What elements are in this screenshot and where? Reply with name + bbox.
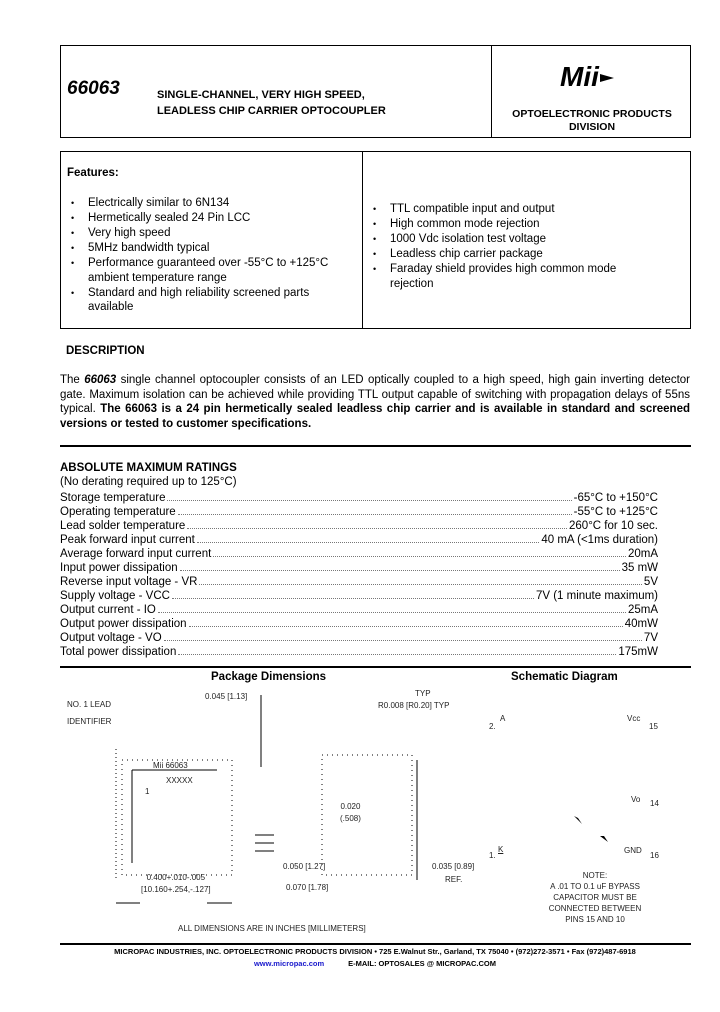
footer-contact	[60, 959, 690, 968]
divider	[60, 445, 691, 447]
leader-dots	[180, 561, 620, 571]
rating-row	[60, 603, 658, 617]
dim-label: 0.020 (.508)	[340, 802, 361, 823]
feature-item: • Electrically similar to 6N134	[67, 196, 347, 211]
feature-item: • TTL compatible input and output	[369, 202, 629, 217]
footer-divider	[60, 943, 691, 945]
package-drawing	[60, 685, 480, 915]
leader-dots	[213, 547, 626, 557]
rating-row	[60, 519, 658, 533]
dim-label: 0.045 [1.13]	[205, 692, 248, 701]
feature-item: • Leadless chip carrier package	[369, 247, 629, 262]
pin-label: 14	[650, 799, 659, 808]
dim-label: REF.	[445, 875, 463, 884]
rating-label: Average forward input current	[60, 548, 212, 560]
division-name: OPTOELECTRONIC PRODUCTS DIVISION	[512, 108, 672, 133]
lead-identifier-label: NO. 1 LEAD IDENTIFIER	[67, 700, 112, 726]
dim-label: 0.070 [1.78]	[286, 883, 329, 892]
leader-dots	[178, 505, 572, 515]
features-heading: Features:	[67, 167, 119, 179]
rating-label: Peak forward input current	[60, 534, 195, 546]
leader-dots	[187, 519, 567, 529]
feature-item: • 1000 Vdc isolation test voltage	[369, 232, 629, 247]
rating-label: Input power dissipation	[60, 562, 178, 574]
header	[60, 45, 691, 138]
pin-label: A	[500, 714, 506, 723]
rating-value: 40mW	[624, 618, 658, 630]
leader-dots	[197, 533, 539, 543]
feature-item: • Performance guaranteed over -55°C to +125°C ambient temperature range	[67, 256, 347, 285]
package-title: Package Dimensions	[211, 671, 327, 683]
feature-item: • Faraday shield provides high common mode rejection	[369, 262, 629, 291]
micropac-logo	[556, 56, 616, 96]
leader-dots	[158, 603, 626, 613]
led-arrows-icon	[560, 780, 620, 850]
ratings-table	[60, 491, 658, 659]
dim-label: R0.008 [R0.20] TYP	[378, 701, 450, 710]
rating-value: -55°C to +125°C	[573, 506, 658, 518]
pin-label: 2.	[489, 722, 496, 731]
rating-value: 260°C for 10 sec.	[569, 520, 658, 532]
chip-marking: Mii 66063	[153, 761, 188, 770]
chip-marking: XXXXX	[166, 776, 193, 785]
schematic-title: Schematic Diagram	[511, 671, 618, 683]
rating-row	[60, 505, 658, 519]
description-text: The 66063 single channel optocoupler consists of an LED optically coupled to a high speed, high gain inverting detector gate. Maximum isolation can be achieved while providing TTL output capable of switching with propagation delays of 55ns typical. The 66063 is a 24 pin hermetically sealed leadless chip carrier and is available in standard and screened versions or tested to customer specifications.	[60, 374, 690, 430]
header-divider	[491, 46, 492, 137]
part-number: 66063	[67, 78, 120, 99]
pin-label: 16	[650, 851, 659, 860]
rating-label: Reverse input voltage - VR	[60, 576, 198, 588]
dim-label: 0.035 [0.89]	[432, 862, 475, 871]
leader-dots	[164, 631, 642, 641]
rating-row	[60, 589, 658, 603]
rating-label: Output current - IO	[60, 604, 156, 616]
rating-value: 20mA	[627, 548, 658, 560]
footer-address: MICROPAC INDUSTRIES, INC. OPTOELECTRONIC PRODUCTS DIVISION • 725 E.Walnut Str., Garland, TX 75040 • (972)272-3571 • Fax (972)487-6918	[114, 947, 636, 956]
rating-value: -65°C to +150°C	[573, 492, 658, 504]
dim-label: TYP	[415, 689, 431, 698]
width-label: 0.400+.010-.005 [10.160+.254,-.127]	[141, 873, 211, 894]
rating-value: 5V	[643, 576, 658, 588]
rating-row	[60, 547, 658, 561]
email-text: E-MAIL: OPTOSALES @ MICROPAC.COM	[348, 959, 497, 968]
rating-label: Lead solder temperature	[60, 520, 186, 532]
features-list-left	[67, 196, 347, 315]
rating-row	[60, 575, 658, 589]
features-list-right	[369, 202, 629, 292]
dimensions-note: ALL DIMENSIONS ARE IN INCHES [MILLIMETERS]	[178, 924, 366, 933]
rating-label: Total power dissipation	[60, 646, 177, 658]
leader-dots	[189, 617, 623, 627]
pin-label: Vo	[631, 795, 641, 804]
rating-row	[60, 617, 658, 631]
features-box	[60, 151, 691, 329]
pin-label: 1.	[489, 851, 496, 860]
pin-label: Vcc	[627, 714, 641, 723]
schematic-note: NOTE: A .01 TO 0.1 uF BYPASS CAPACITOR MUST BE CONNECTED BETWEEN PINS 15 AND 10	[548, 871, 642, 924]
rating-label: Supply voltage - VCC	[60, 590, 170, 602]
dim-label: 0.050 [1.27]	[283, 862, 326, 871]
title-line: LEADLESS CHIP CARRIER OPTOCOUPLER	[157, 105, 386, 117]
features-divider	[362, 152, 363, 328]
ratings-subheading: (No derating required up to 125°C)	[60, 476, 237, 488]
rating-value: 40 mA (<1ms duration)	[541, 534, 658, 546]
rating-row	[60, 491, 658, 505]
feature-item: • Very high speed	[67, 226, 347, 241]
leader-dots	[178, 645, 616, 655]
description-heading: DESCRIPTION	[66, 345, 145, 357]
divider	[60, 666, 691, 668]
leader-dots	[199, 575, 641, 585]
rating-row	[60, 533, 658, 547]
feature-item: • Standard and high reliability screened parts available	[67, 286, 347, 315]
feature-item: • Hermetically sealed 24 Pin LCC	[67, 211, 347, 226]
rating-row	[60, 645, 658, 659]
pin-label: GND	[624, 846, 642, 855]
website-link[interactable]: www.micropac.com	[253, 959, 325, 968]
rating-row	[60, 631, 658, 645]
pin-label: K	[498, 845, 504, 854]
pin-label: 15	[649, 722, 658, 731]
rating-row	[60, 561, 658, 575]
leader-dots	[167, 491, 571, 501]
feature-item: • 5MHz bandwidth typical	[67, 241, 347, 256]
product-title	[157, 87, 386, 119]
rating-value: 7V (1 minute maximum)	[535, 590, 658, 602]
rating-label: Output power dissipation	[60, 618, 187, 630]
rating-value: 175mW	[618, 646, 658, 658]
rating-label: Output voltage - VO	[60, 632, 162, 644]
title-line: SINGLE-CHANNEL, VERY HIGH SPEED,	[157, 89, 365, 101]
rating-value: 25mA	[627, 604, 658, 616]
rating-value: 35 mW	[621, 562, 658, 574]
rating-label: Operating temperature	[60, 506, 176, 518]
rating-label: Storage temperature	[60, 492, 166, 504]
leader-dots	[172, 589, 534, 599]
ratings-heading: ABSOLUTE MAXIMUM RATINGS	[60, 462, 237, 474]
feature-item: • High common mode rejection	[369, 217, 629, 232]
pin1-label: 1	[145, 787, 150, 796]
svg-text:Mii: Mii	[560, 61, 599, 92]
rating-value: 7V	[643, 632, 658, 644]
